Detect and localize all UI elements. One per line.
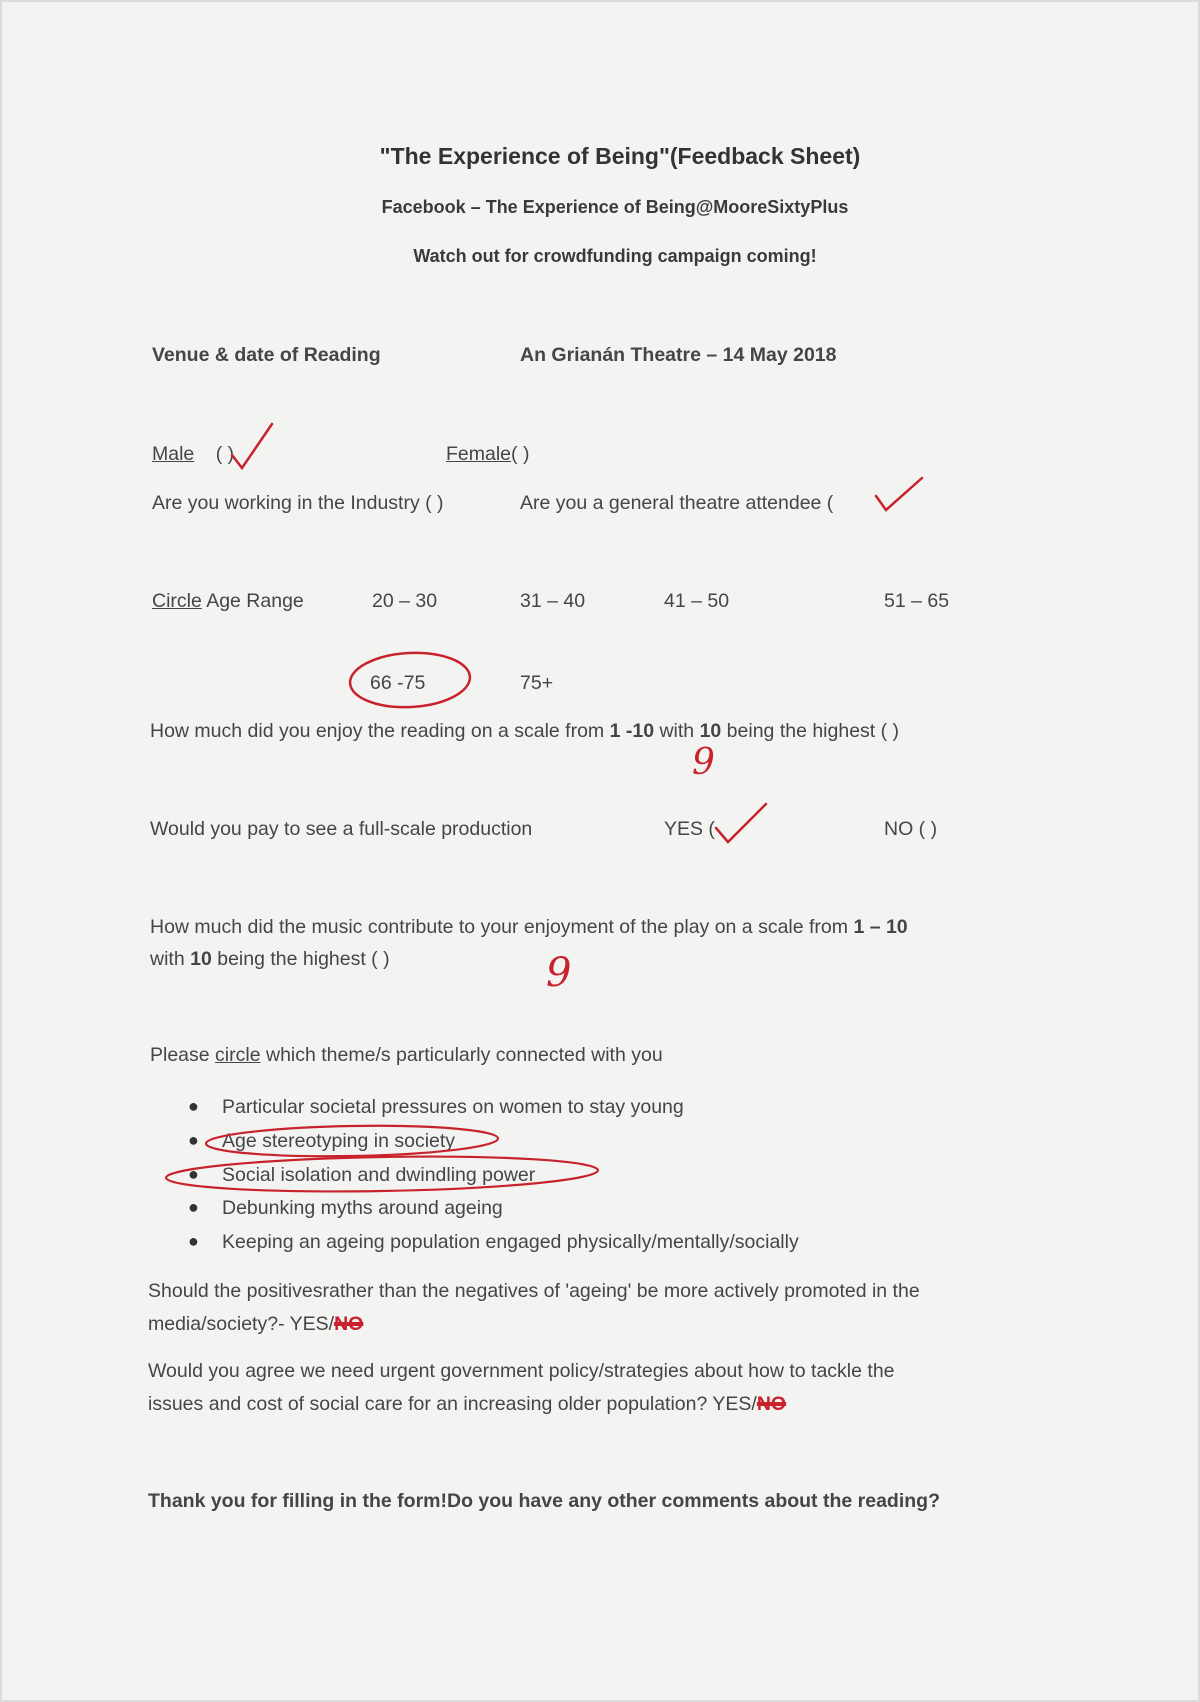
age-option-31-40[interactable]: 31 – 40	[520, 590, 586, 612]
bullet-dot: ●	[188, 1231, 199, 1251]
pay-question: Would you pay to see a full-scale production	[150, 818, 533, 840]
industry-question[interactable]: Are you working in the Industry ( )	[152, 492, 444, 514]
themes-intro-pre: Please	[150, 1044, 216, 1066]
closing-question: Thank you for filling in the form!Do you have any other comments about the reading?	[148, 1490, 940, 1512]
general-attendee-question[interactable]: Are you a general theatre attendee (	[520, 492, 834, 514]
attendee-tick-mark	[876, 478, 922, 510]
enjoy-q-b2: 10	[699, 720, 722, 742]
music-l2-pre: with	[150, 948, 191, 970]
policy-l2-text: issues and cost of social care for an increasing older population? YES/	[148, 1393, 757, 1415]
crowdfunding-line: Watch out for crowdfunding campaign coming!	[413, 246, 817, 266]
pay-no-option[interactable]: NO ( )	[884, 818, 938, 840]
male-checkbox[interactable]: ( )	[215, 443, 235, 465]
bullet-dot: ●	[188, 1164, 199, 1184]
theme-item[interactable]: Keeping an ageing population engaged physically/mentally/socially	[222, 1231, 799, 1253]
music-l2-post: being the highest ( )	[211, 948, 390, 970]
age-option-66-75[interactable]: 66 -75	[370, 672, 426, 694]
yes-tick-mark	[716, 804, 766, 842]
enjoy-q-b1: 1 -10	[609, 720, 655, 742]
music-l1-pre: How much did the music contribute to your enjoyment of the play on a scale from	[150, 916, 854, 938]
bullet-dot: ●	[188, 1096, 199, 1116]
male-tick-mark	[232, 424, 272, 468]
pay-yes-option[interactable]: YES (	[664, 818, 715, 840]
age-range-text: Age Range	[206, 590, 304, 612]
bullet-dot: ●	[188, 1197, 199, 1217]
age-circle-mark	[349, 650, 472, 710]
circle-word: Circle	[152, 590, 202, 612]
enjoy-q-pre: How much did you enjoy the reading on a scale from	[150, 720, 610, 742]
themes-intro-post: which theme/s particularly connected with you	[260, 1044, 663, 1066]
age-option-51-65[interactable]: 51 – 65	[884, 590, 950, 612]
sheet-title: "The Experience of Being"(Feedback Sheet)	[379, 143, 861, 169]
bullet-dot: ●	[188, 1130, 199, 1150]
theme-circle-mark	[206, 1123, 498, 1158]
venue-value: An Grianán Theatre – 14 May 2018	[520, 344, 837, 366]
theme-item[interactable]: Particular societal pressures on women to stay young	[222, 1096, 684, 1118]
enjoy-q-mid: with	[654, 720, 700, 742]
theme-item[interactable]: Debunking myths around ageing	[222, 1197, 503, 1219]
enjoy-q-post: being the highest ( )	[721, 720, 900, 742]
policy-crossed-no[interactable]: NO	[756, 1393, 787, 1415]
music-l1-b: 1 – 10	[853, 916, 908, 938]
female-label: Female	[446, 443, 512, 465]
enjoy-answer[interactable]: 9	[692, 742, 715, 783]
age-option-41-50[interactable]: 41 – 50	[664, 590, 730, 612]
age-option-75-plus[interactable]: 75+	[520, 672, 554, 694]
positives-question-line1: Should the positivesrather than the negatives of 'ageing' be more actively promoted in the	[148, 1280, 920, 1302]
policy-question-line1: Would you agree we need urgent government policy/strategies about how to tackle the	[148, 1360, 895, 1382]
age-option-20-30[interactable]: 20 – 30	[372, 590, 438, 612]
positives-l2-text: media/society?- YES/	[148, 1313, 335, 1335]
music-l2-b: 10	[190, 948, 212, 970]
themes-intro-circle: circle	[215, 1044, 261, 1066]
female-checkbox[interactable]: ( )	[511, 443, 530, 465]
male-label: Male	[152, 443, 195, 465]
music-answer[interactable]: 9	[546, 950, 572, 996]
theme-circle-mark	[166, 1153, 599, 1195]
positives-crossed-no[interactable]: NO	[334, 1313, 364, 1335]
theme-item[interactable]: Age stereotyping in society	[222, 1130, 456, 1152]
theme-item[interactable]: Social isolation and dwindling power	[222, 1164, 536, 1186]
facebook-line: Facebook – The Experience of Being@MooreSixtyPlus	[381, 197, 849, 217]
venue-label: Venue & date of Reading	[152, 344, 381, 366]
